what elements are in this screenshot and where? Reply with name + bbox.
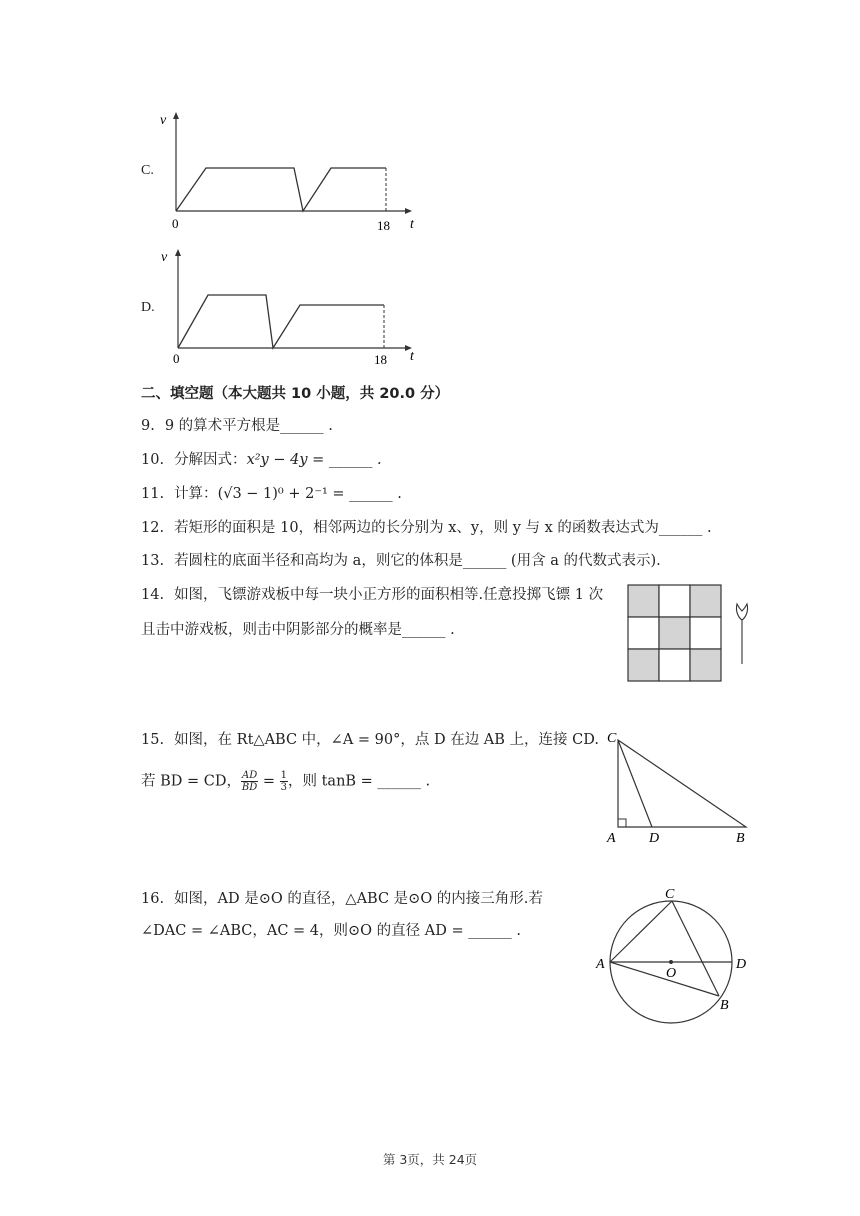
- option-d-end-tick: 18: [374, 352, 387, 367]
- option-d-y-axis-label: v: [161, 250, 168, 265]
- option-c-graph: [160, 110, 420, 235]
- question-number: 11.: [141, 486, 165, 502]
- point-c-label: C: [665, 887, 675, 902]
- board-cell-shaded: [690, 585, 721, 617]
- question-number: 13.: [141, 553, 165, 569]
- option-c-y-axis-label: v: [160, 113, 167, 128]
- question-text: 若圆柱的底面半径和高均为 a，则它的体积是______ (用含 a 的代数式表示).: [174, 553, 661, 569]
- vertex-b-label: B: [736, 831, 745, 846]
- dart-icon: [736, 604, 747, 664]
- point-a-label: A: [596, 957, 605, 972]
- question-text-line1: 如图，飞镖游戏板中每一块小正方形的面积相等.任意投掷飞镖 1 次: [174, 587, 604, 603]
- question-text-line1: 如图，在 Rt△ABC 中，∠A = 90°，点 D 在边 AB 上，连接 CD.: [174, 732, 599, 748]
- question-number: 9.: [141, 418, 155, 434]
- board-cell-shaded: [628, 649, 659, 681]
- fraction-one-third: $\frac{1}{3}$: [280, 770, 287, 793]
- question-text: 计算：: [174, 486, 218, 502]
- page-footer: 第 3页，共 24页: [382, 1152, 478, 1167]
- question-15-line2: 若 BD = CD， $\frac{AD}{BD}$ = $\frac{1}{3}$ ，则 tanB = ______ .: [141, 770, 431, 793]
- question-expression: x²y − 4y = ______ .: [246, 452, 382, 468]
- circle-figure: [590, 882, 760, 1032]
- point-d-label: D: [736, 957, 747, 972]
- question-16-line2: ∠DAC = ∠ABC，AC = 4，则⊙O 的直径 AD = ______ .: [141, 923, 521, 939]
- option-d-graph: [160, 247, 420, 372]
- board-cell: [690, 617, 721, 649]
- question-text: 分解因式：: [174, 452, 247, 468]
- question-number: 12.: [141, 520, 165, 536]
- dartboard-figure: [627, 584, 757, 688]
- point-d-label: D: [649, 831, 660, 846]
- question-15: [141, 730, 599, 750]
- question-number: 16.: [141, 891, 165, 907]
- question-text: ，则 tanB = ______ .: [287, 773, 431, 790]
- question-number: 14.: [141, 587, 165, 603]
- option-d-origin: 0: [173, 351, 180, 366]
- center-o-label: O: [666, 966, 677, 981]
- section-title: 二、填空题（本大题共 10 小题，共 20.0 分）: [141, 386, 450, 402]
- question-text-line1: 如图，AD 是⊙O 的直径，△ABC 是⊙O 的内接三角形.若: [174, 891, 543, 907]
- question-10: [141, 450, 382, 470]
- question-14: [141, 585, 603, 605]
- question-16: [141, 889, 543, 909]
- board-cell-shaded: [690, 649, 721, 681]
- option-c-end-tick: 18: [377, 218, 390, 233]
- question-13: [141, 551, 661, 571]
- option-c-x-axis-label: t: [410, 217, 414, 232]
- question-number: 15.: [141, 732, 165, 748]
- question-expression: (√3 − 1)⁰ + 2⁻¹ = ______ .: [217, 486, 402, 502]
- board-cell: [659, 649, 690, 681]
- option-d-label: D.: [141, 300, 155, 315]
- question-11: [141, 484, 402, 504]
- board-cell-shaded: [628, 585, 659, 617]
- board-cell: [659, 585, 690, 617]
- question-9: [141, 416, 333, 436]
- point-b-label: B: [720, 998, 729, 1013]
- board-cell: [628, 617, 659, 649]
- question-number: 10.: [141, 452, 165, 468]
- option-c-label: C.: [141, 163, 154, 178]
- question-text: 9 的算术平方根是______ .: [164, 418, 333, 434]
- vertex-c-label: C: [607, 731, 617, 746]
- board-cell-shaded: [659, 617, 690, 649]
- question-14-line2: 且击中游戏板，则击中阴影部分的概率是______ .: [141, 622, 455, 638]
- fraction-ad-bd: $\frac{AD}{BD}$: [241, 770, 258, 793]
- vertex-a-label: A: [607, 831, 616, 846]
- center-dot: [669, 960, 673, 964]
- option-c-origin: 0: [172, 216, 179, 231]
- question-text: 若矩形的面积是 10，相邻两边的长分别为 x、y，则 y 与 x 的函数表达式为______ .: [174, 520, 712, 536]
- triangle-figure: [600, 728, 760, 848]
- question-12: [141, 518, 712, 538]
- option-d-x-axis-label: t: [410, 349, 414, 364]
- question-text: 若 BD = CD，: [141, 773, 241, 790]
